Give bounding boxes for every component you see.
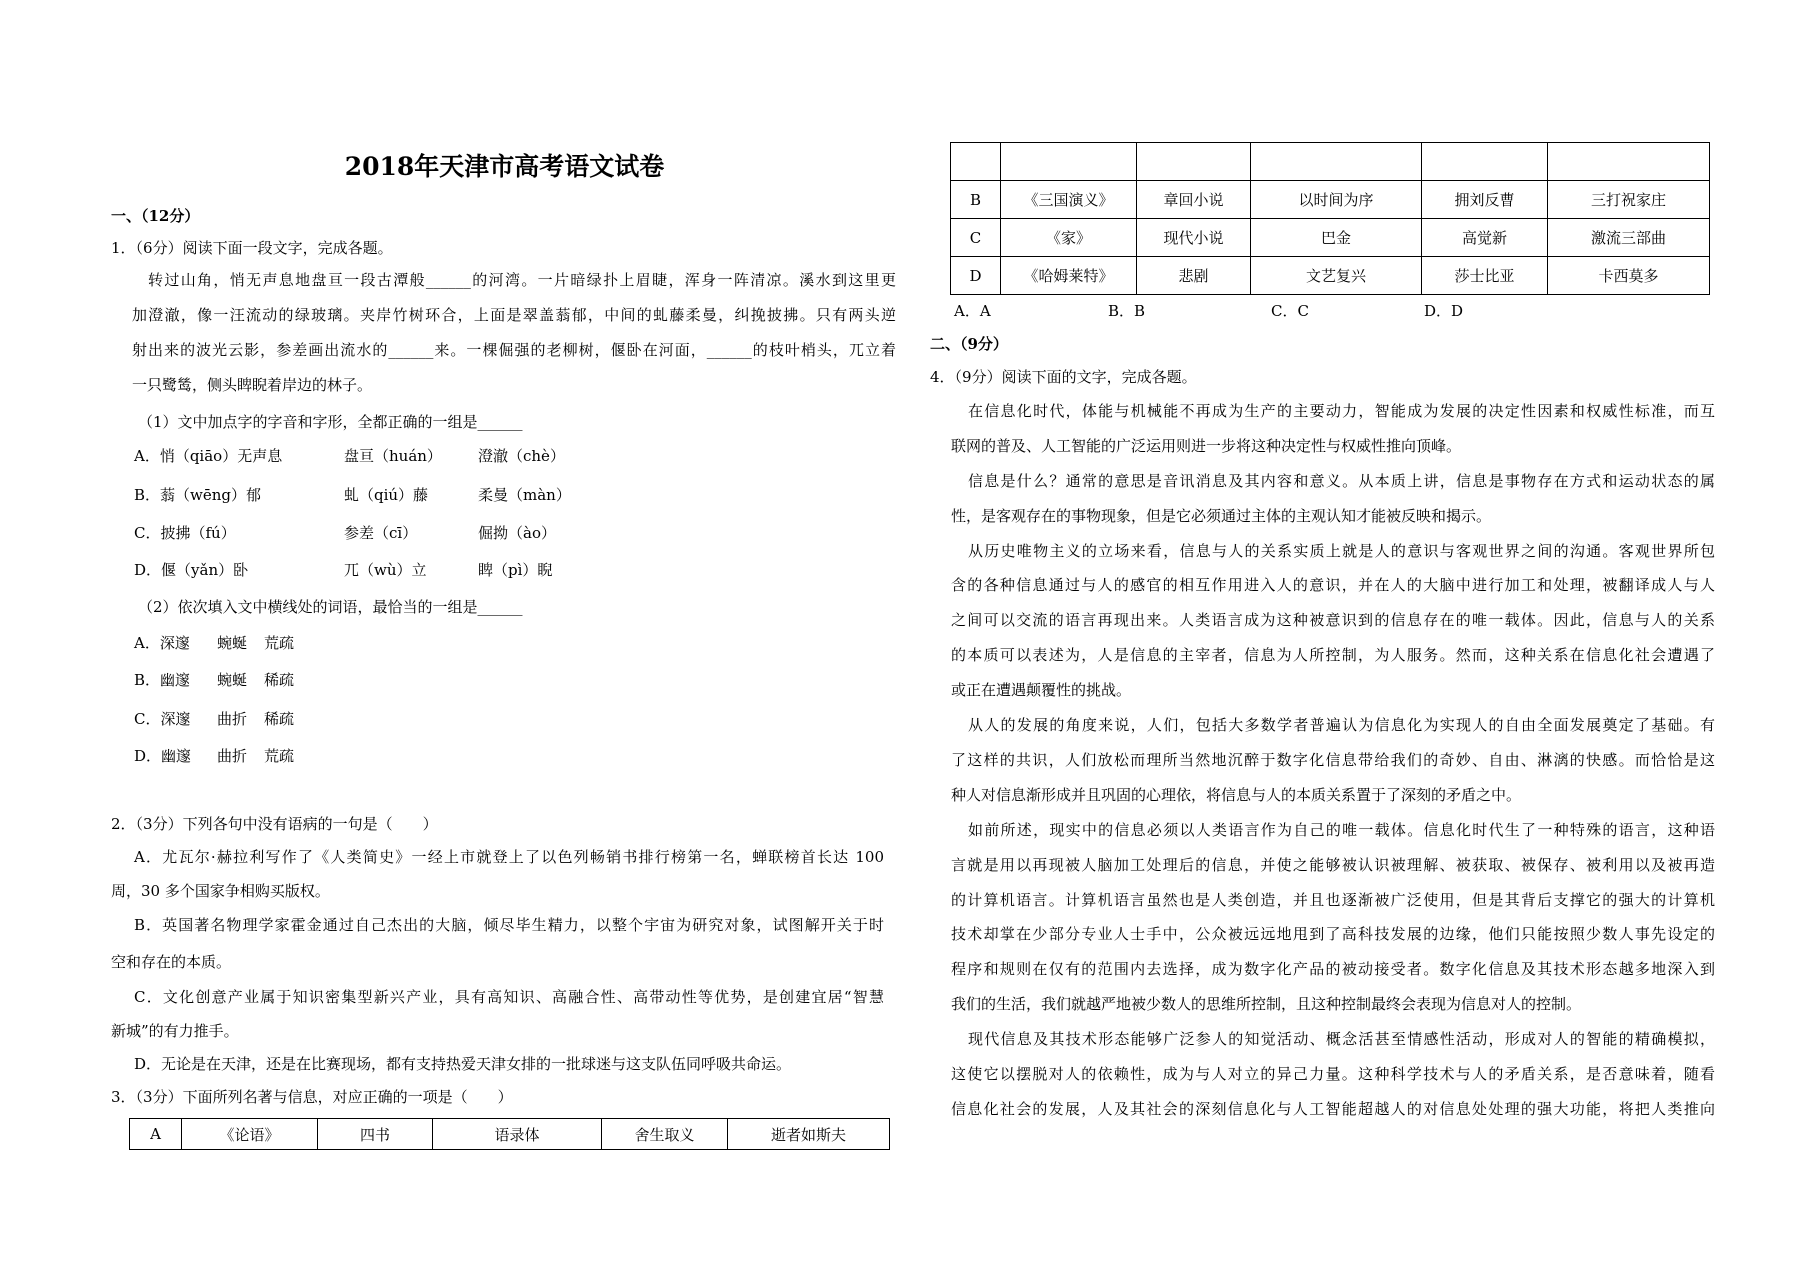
option-c-item: 参差（cī）: [344, 524, 418, 542]
passage-line: 的本质可以表述为，人是信息的主宰者，信息为人所控制，为人服务。然而，这种关系在信息化社会遭遇了: [951, 646, 1715, 664]
answer-choice-d: D．D: [1424, 302, 1464, 320]
passage-line: 在信息化时代，体能与机械能不再成为生产的主要动力，智能成为发展的决定性因素和权威性标准，而互: [968, 402, 1715, 420]
option-c-item: 倔拗（ào）: [478, 524, 556, 542]
table-cell: 四书: [318, 1119, 433, 1150]
table-cell: 《三国演义》: [1001, 181, 1137, 219]
passage-line: 性，是客观存在的事物现象，但是它必须通过主体的主观认知才能被反映和揭示。: [951, 507, 1492, 525]
option-b-text: B．英国著名物理学家霍金通过自己杰出的大脑，倾尽毕生精力，以整个宇宙为研究对象，试图解开关于时: [134, 916, 884, 934]
works-table: [129, 1118, 890, 1150]
table-cell: 拥刘反曹: [1422, 181, 1548, 219]
passage-line: 从历史唯物主义的立场来看，信息与人的关系实质上就是人的意识与客观世界之间的沟通。客观世界所包: [968, 542, 1715, 560]
passage-line: 信息是什么？通常的意思是音讯消息及其内容和意义。从本质上讲，信息是事物存在方式和运动状态的属: [968, 472, 1715, 490]
table-cell: [1001, 143, 1137, 181]
passage-line: 射出来的波光云影，参差画出流水的______来。一棵倔强的老柳树，偃卧在河面，______的枝叶梢头，兀立着: [132, 341, 896, 359]
answer-choice-c: C．C: [1271, 302, 1309, 320]
table-cell: 《论语》: [182, 1119, 318, 1150]
option-a-item: 蜿蜒: [217, 634, 248, 652]
option-d-item: D．幽邃: [134, 747, 192, 765]
table-cell: 卡西莫多: [1548, 257, 1710, 295]
option-a-item: 盘亘（huán）: [344, 447, 442, 465]
table-cell: A: [130, 1119, 182, 1150]
passage-line: 这使它以摆脱对人的依赖性，成为与人对立的异己力量。这种科学技术与人的矛盾关系，是否意味着，随看: [951, 1065, 1715, 1083]
table-cell: B: [951, 181, 1001, 219]
passage-line: 程序和规则在仅有的范围内去选择，成为数字化产品的被动接受者。数字化信息及其技术形态越多地深入到: [951, 960, 1715, 978]
option-c-item: C．深邃: [134, 710, 191, 728]
passage-line: 从人的发展的角度来说，人们，包括大多数学者普遍认为信息化为实现人的自由全面发展奠定了基础。有: [968, 716, 1715, 734]
option-d-item: 兀（wù）立: [344, 561, 427, 579]
passage-line: 转过山角，悄无声息地盘亘一段古潭般______的河湾。一片暗绿扑上眉睫，浑身一阵清凉。溪水到这里更: [148, 271, 896, 289]
option-b-item: 柔曼（màn）: [478, 486, 571, 504]
passage-line: 联网的普及、人工智能的广泛运用则进一步将这种决定性与权威性推向顶峰。: [951, 437, 1462, 455]
page-title: 2018年天津市高考语文试卷: [344, 152, 665, 181]
table-cell: 章回小说: [1137, 181, 1251, 219]
section-heading: 二、（9分）: [930, 335, 1008, 353]
question-stem: 3．（3分）下面所列名著与信息，对应正确的一项是（ ）: [111, 1088, 513, 1106]
table-row: [951, 181, 1710, 219]
passage-line: 如前所述，现实中的信息必须以人类语言作为自己的唯一载体。信息化时代生了一种特殊的语言，这种语: [968, 821, 1715, 839]
passage-line: 言就是用以再现被人脑加工处理后的信息，并使之能够被认识被理解、被获取、被保存、被利用以及被再造: [951, 856, 1715, 874]
option-b-item: 蜿蜒: [217, 671, 248, 689]
sub-question-stem: （2）依次填入文中横线处的词语，最恰当的一组是______: [138, 598, 523, 616]
table-row: [951, 219, 1710, 257]
table-row: [951, 257, 1710, 295]
table-cell: [951, 143, 1001, 181]
passage-line: 信息化社会的发展，人及其社会的深刻信息化与人工智能超越人的对信息处处理的强大功能，将把人类推向: [951, 1100, 1715, 1118]
passage-line: 的计算机语言。计算机语言虽然也是人类创造，并且也逐渐被广泛使用，但是其背后支撑它的强大的计算机: [951, 891, 1715, 909]
section-heading: 一、（12分）: [111, 207, 200, 225]
table-cell: D: [951, 257, 1001, 295]
option-d-text: D．无论是在天津，还是在比赛现场，都有支持热爱天津女排的一批球迷与这支队伍同呼吸共命运。: [134, 1055, 792, 1073]
passage-line: 我们的生活，我们就越严地被少数人的思维所控制，且这种控制最终会表现为信息对人的控制。: [951, 995, 1582, 1013]
question-stem: 1．（6分）阅读下面一段文字，完成各题。: [111, 239, 393, 257]
works-table-continued: [950, 142, 1710, 295]
passage-line: 之间可以交流的语言再现出来。人类语言成为这种被意识到的信息存在的唯一载体。因此，信息与人的关系: [951, 611, 1715, 629]
table-cell: [1548, 143, 1710, 181]
option-d-item: 曲折: [217, 747, 248, 765]
table-cell: 悲剧: [1137, 257, 1251, 295]
option-a-text: A．尤瓦尔·赫拉利写作了《人类简史》一经上市就登上了以色列畅销书排行榜第一名，蝉联榜首长达 100: [134, 848, 884, 866]
option-d-item: 睥（pì）睨: [478, 561, 553, 579]
answer-choice-b: B．B: [1108, 302, 1146, 320]
table-cell: 三打祝家庄: [1548, 181, 1710, 219]
passage-line: 技术却掌在少部分专业人士手中，公众被远远地甩到了高科技发展的边缘，他们只能按照少数人事先设定的: [951, 925, 1715, 943]
table-cell: [1422, 143, 1548, 181]
table-cell: 文艺复兴: [1251, 257, 1422, 295]
option-b-item: B．蓊（wēng）郁: [134, 486, 262, 504]
passage-line: 种人对信息渐形成并且巩固的心理依，将信息与人的本质关系置于了深刻的矛盾之中。: [951, 786, 1522, 804]
option-c-text: 新城”的有力推手。: [111, 1022, 239, 1040]
option-b-item: B．幽邃: [134, 671, 191, 689]
option-a-item: 澄澈（chè）: [478, 447, 565, 465]
table-cell: 高觉新: [1422, 219, 1548, 257]
table-cell: 《家》: [1001, 219, 1137, 257]
passage-line: 或正在遭遇颠覆性的挑战。: [951, 681, 1132, 699]
option-a-item: A．悄（qiāo）无声息: [134, 447, 283, 465]
table-cell: 巴金: [1251, 219, 1422, 257]
table-cell: C: [951, 219, 1001, 257]
option-b-text: 空和存在的本质。: [111, 953, 232, 971]
table-cell: 现代小说: [1137, 219, 1251, 257]
option-d-item: 荒疏: [264, 747, 295, 765]
table-cell: 舍生取义: [602, 1119, 728, 1150]
option-c-item: 曲折: [217, 710, 248, 728]
option-d-item: D．偃（yǎn）卧: [134, 561, 249, 579]
table-row: [130, 1119, 890, 1150]
answer-choice-a: A．A: [954, 302, 991, 320]
sub-question-stem: （1）文中加点字的字音和字形，全都正确的一组是______: [138, 413, 523, 431]
table-cell: 激流三部曲: [1548, 219, 1710, 257]
passage-line: 现代信息及其技术形态能够广泛参人的知觉活动、概念活甚至情感性活动，形成对人的智能的精确模拟，: [968, 1030, 1715, 1048]
table-cell: 语录体: [433, 1119, 602, 1150]
option-c-item: C．披拂（fú）: [134, 524, 236, 542]
question-stem: 2．（3分）下列各句中没有语病的一句是（ ）: [111, 815, 438, 833]
question-stem: 4．（9分）阅读下面的文字，完成各题。: [930, 368, 1197, 386]
option-b-item: 稀疏: [264, 671, 295, 689]
table-row: [951, 143, 1710, 181]
table-cell: 以时间为序: [1251, 181, 1422, 219]
passage-line: 了这样的共识，人们放松而理所当然地沉醉于数字化信息带给我们的奇妙、自由、淋漓的快感。而恰恰是这: [951, 751, 1715, 769]
passage-line: 一只鹭鸶，侧头睥睨着岸边的林子。: [132, 376, 373, 394]
table-cell: 莎士比亚: [1422, 257, 1548, 295]
option-a-text: 周，30 多个国家争相购买版权。: [111, 882, 330, 900]
option-a-item: 荒疏: [264, 634, 295, 652]
table-cell: [1251, 143, 1422, 181]
table-cell: [1137, 143, 1251, 181]
passage-line: 加澄澈，像一汪流动的绿玻璃。夹岸竹树环合，上面是翠盖蓊郁，中间的虬藤柔曼，纠挽披拂。只有两头逆: [132, 306, 896, 324]
passage-line: 含的各种信息通过与人的感官的相互作用进入人的意识，并在人的大脑中进行加工和处理，被翻译成人与人: [951, 576, 1715, 594]
option-b-item: 虬（qiú）藤: [344, 486, 429, 504]
option-c-text: C．文化创意产业属于知识密集型新兴产业，具有高知识、高融合性、高带动性等优势，是创建宜居“智慧: [134, 988, 884, 1006]
table-cell: 《哈姆莱特》: [1001, 257, 1137, 295]
option-a-item: A．深邃: [134, 634, 190, 652]
table-cell: 逝者如斯夫: [728, 1119, 890, 1150]
option-c-item: 稀疏: [264, 710, 295, 728]
